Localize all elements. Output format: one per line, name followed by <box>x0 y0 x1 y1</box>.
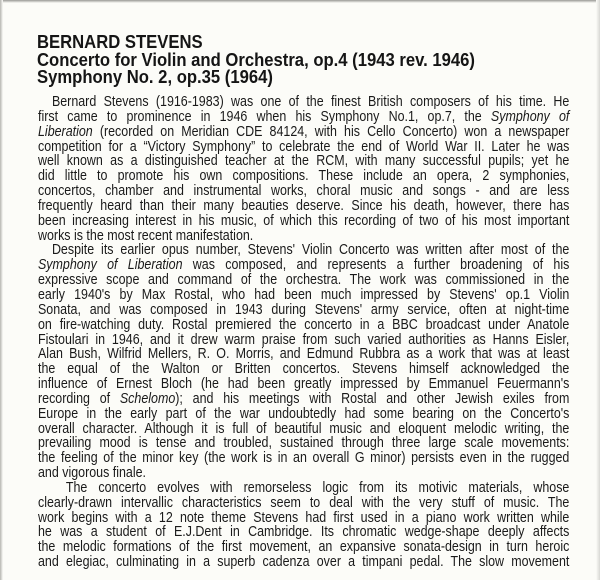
text-segment: (recorded on Meridian CDE 84124, with his Cello Concerto) won a newspaper <box>92 122 570 140</box>
text-segment: clearly-drawn intervallic characteristics seem to deal with the very stuff of music. The <box>38 493 570 511</box>
text-segment: was composed, and represents a further broadening of his <box>182 256 570 274</box>
text-segment: on fire-watching duty. Rostal premiered the concerto in a BBC broadcast under Anatole <box>38 315 570 333</box>
text-segment: Fistoulari in 1946, and it drew warm praise from such varied authorities as Hanns Eisler, <box>38 330 570 348</box>
text-segment: work begins with a 12 note theme Stevens had first used in a piano work written while <box>38 508 570 526</box>
text-segment: he was a student of E.J.Dent in Cambridge. Its chromatic wedge-shape deeply affects <box>38 523 570 541</box>
text-segment: Bernard Stevens (1916-1983) was one of the finest British composers of his time. He <box>51 93 570 110</box>
scan-edge-right <box>596 0 600 580</box>
heading-block <box>37 33 475 86</box>
work-title-violin-concerto: Concerto for Violin and Orchestra, op.4 (1943 rev. 1946) <box>37 48 475 70</box>
text-segment: and vigorous finale. <box>38 464 147 482</box>
text-segment: concertos, chamber and instrumental works, choral music and songs - and are less <box>38 182 570 200</box>
text-segment: recording of <box>38 389 120 407</box>
text-segment: been increasing interest in his music, of which this recording of two of his most important <box>38 211 570 229</box>
scan-edge-left <box>0 0 3 580</box>
work-title-symphony-2: Symphony No. 2, op.35 (1964) <box>37 66 273 88</box>
text-segment: works is the most recent manifestation. <box>38 226 254 244</box>
text-segment: the melodic formations of the first movement, an expansive sonata-design in turn heroic <box>38 538 570 556</box>
body-text <box>38 95 569 570</box>
text-line <box>38 555 569 570</box>
italic-title: Symphony of <box>490 107 570 125</box>
text-segment: ); and his meetings with Rostal and other Jewish exiles from <box>175 389 570 407</box>
text-segment: the equal of the Walton or Britten concertos. Stevens himself acknowledged the <box>38 360 570 378</box>
text-segment: did little to promote his own compositions. These include an opera, 2 symphonies, <box>38 167 570 185</box>
text-segment: and elegiac, culminating in a superb cadenza over a timpani pedal. The slow movement <box>38 553 570 571</box>
text-segment: Europe in the early part of the war undoubtedly had some bearing on the Concerto's <box>38 404 570 422</box>
text-segment: Alan Bush, Wilfrid Mellers, R. O. Morris, and Edmund Rubbra as a work that was at least <box>38 345 570 363</box>
text-segment: frequently heard than their many beauties deserve. Since his death, however, there has <box>38 196 570 214</box>
italic-title: Schelomo <box>119 389 176 407</box>
text-segment: competition for a “Victory Symphony” to celebrate the end of World War II. Later he was <box>38 137 570 155</box>
composer-name: BERNARD STEVENS <box>37 31 203 52</box>
italic-title: Liberation <box>38 122 93 140</box>
text-segment: expressive scope and command of the orchestra. The work was commissioned in the <box>38 271 570 289</box>
text-segment: well known as a distinguished teacher at the RCM, with many successful pupils; yet he <box>38 152 570 170</box>
text-segment: influence of Ernest Bloch (he had been greatly impressed by Emmanuel Feuermann's <box>38 375 570 393</box>
scan-edge-top <box>0 0 600 3</box>
text-segment: overall character. Although it is full of beautiful music and eloquent melodic writing, the <box>38 419 570 437</box>
italic-title: Symphony of Liberation <box>38 256 183 274</box>
text-segment: early 1940's by Max Rostal, who had been much impressed by Stevens' op.1 Violin <box>38 285 570 303</box>
text-segment: Sonata, and was composed in 1943 during Stevens' army service, often at night-time <box>38 300 570 318</box>
text-segment: the feeling of the minor key (the work is in an overall G minor) persists even in the rugged <box>38 449 570 467</box>
text-segment: prevailing mood is tense and troubled, sustained through three large scale movements: <box>38 434 570 452</box>
text-segment: Despite its earlier opus number, Stevens' Violin Concerto was written after most of the <box>51 241 570 259</box>
text-segment: The concerto evolves with remorseless logic from its motivic materials, whose <box>65 478 570 496</box>
text-segment: first came to prominence in 1946 when his Symphony No.1, op.7, the <box>38 107 491 125</box>
